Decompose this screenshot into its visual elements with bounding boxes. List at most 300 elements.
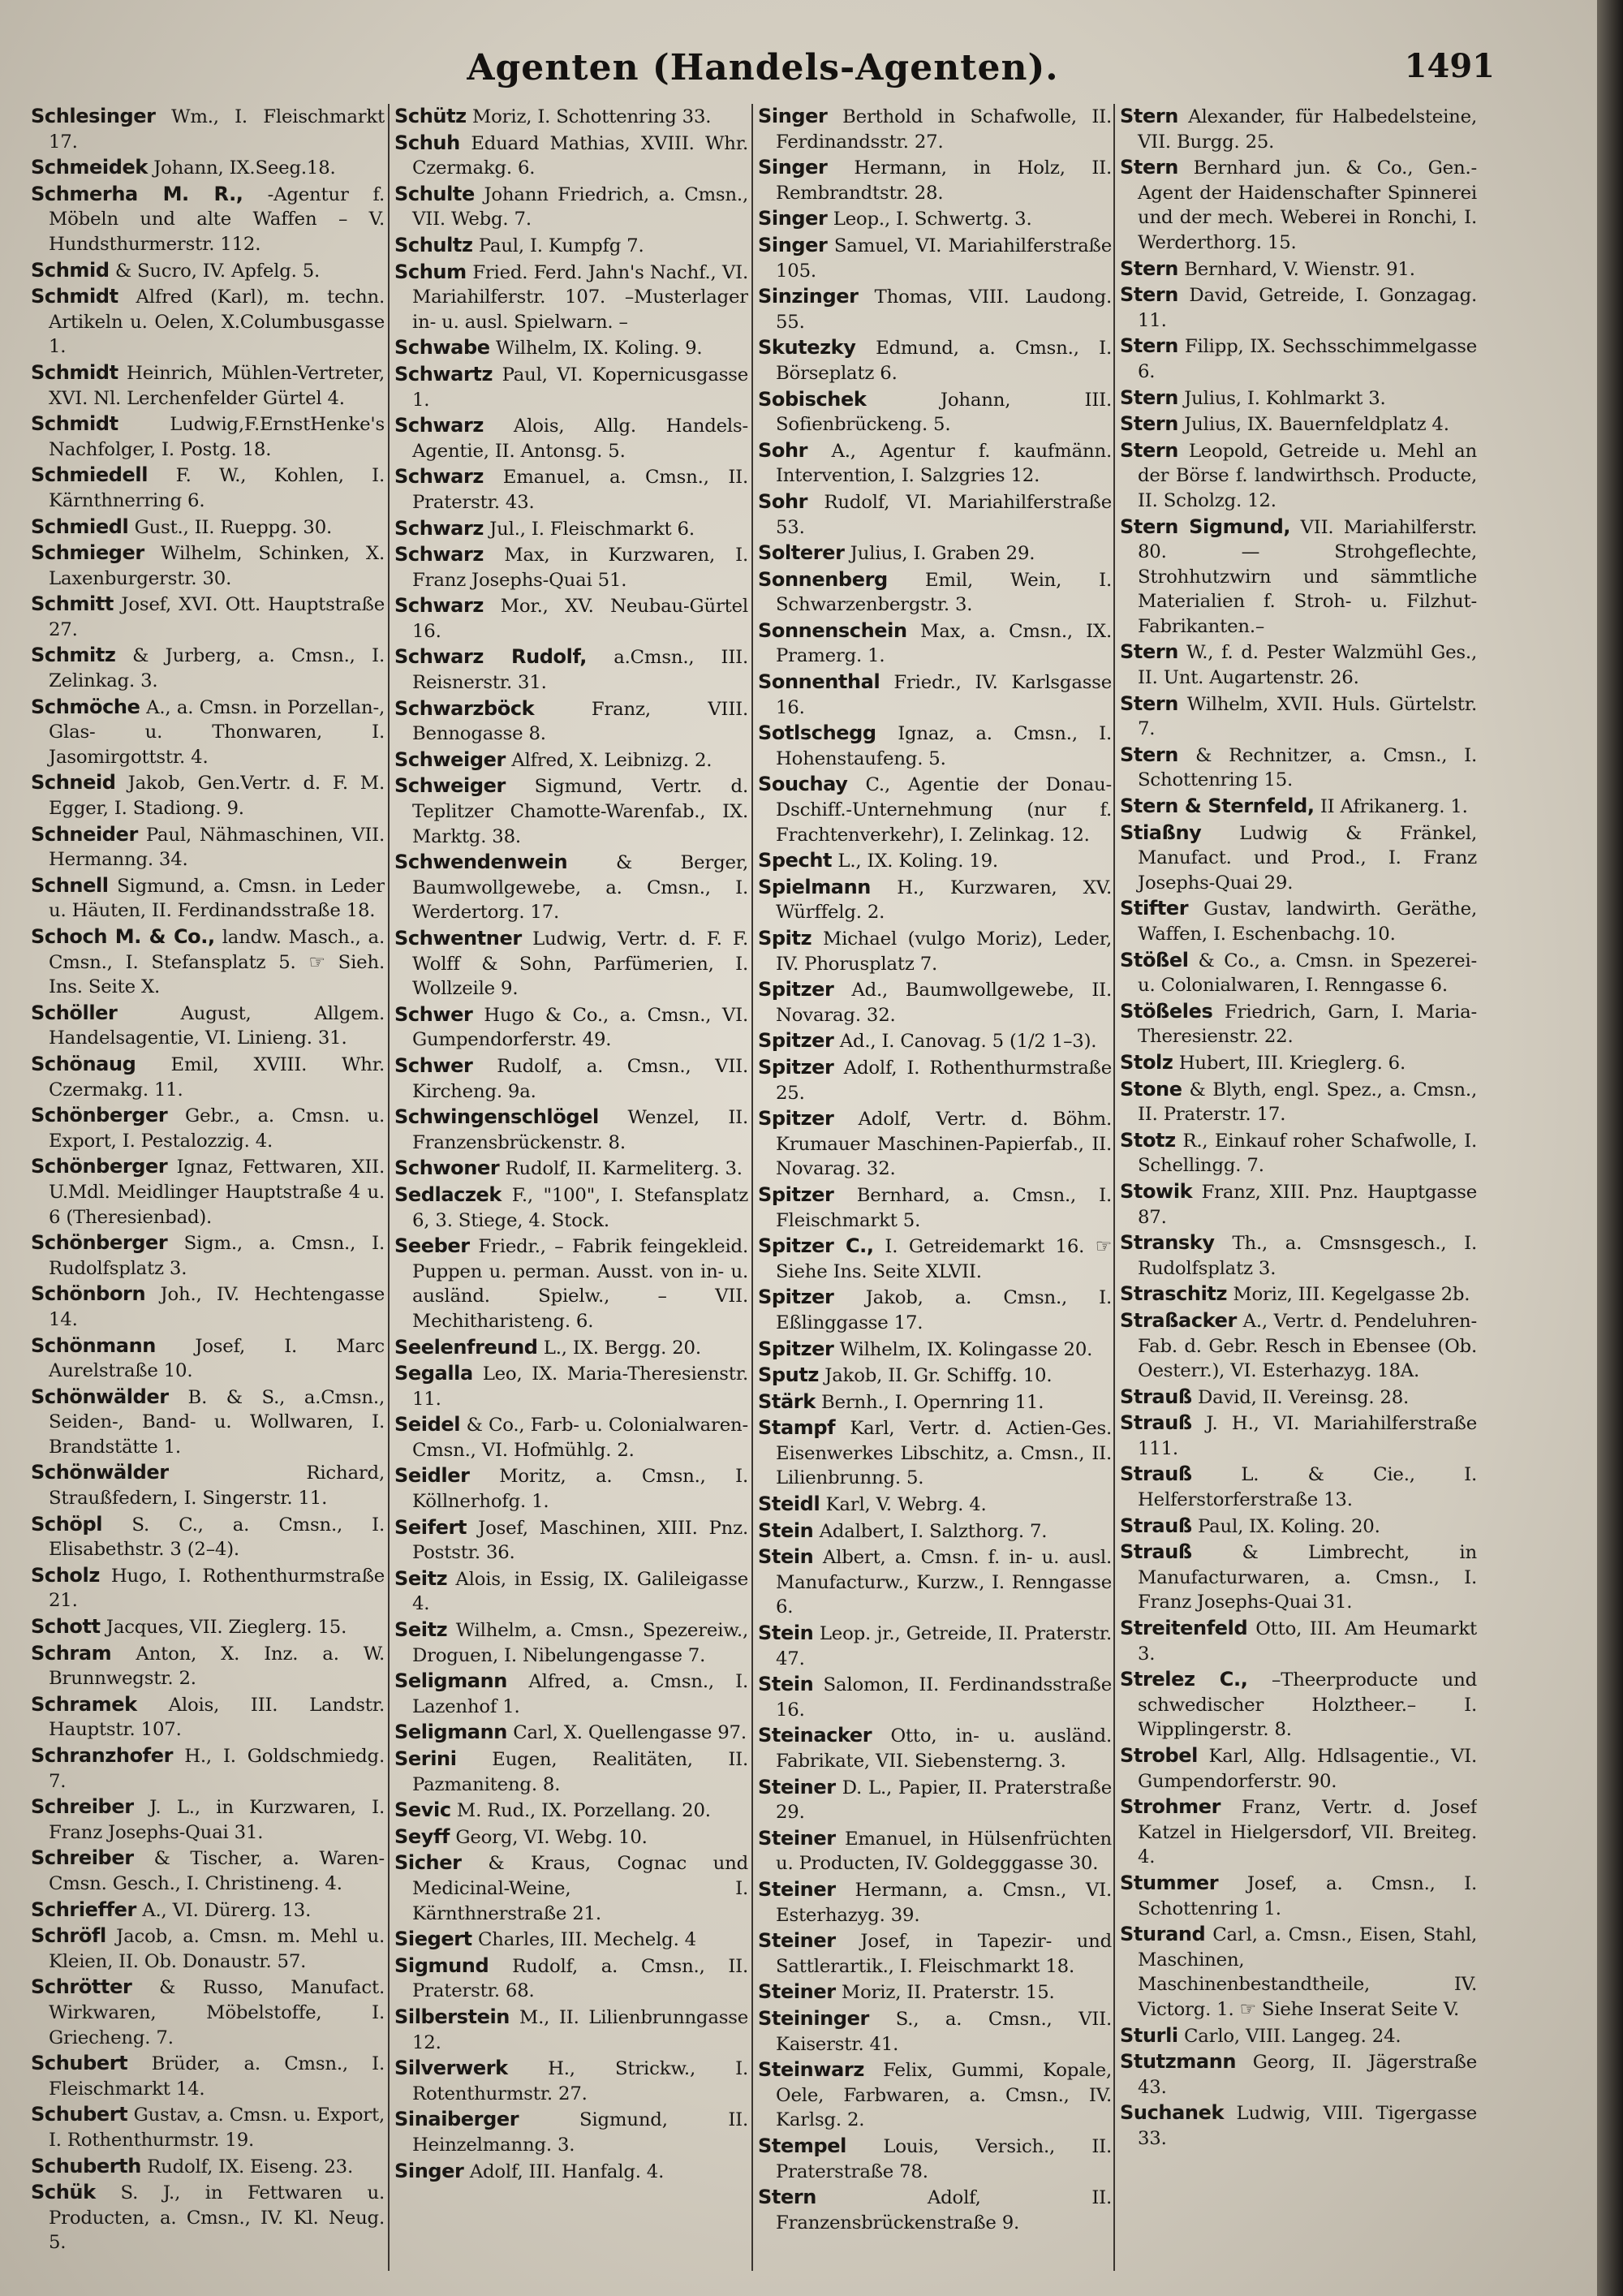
entry-name: Spitz <box>758 927 812 950</box>
entry-name: Spitzer <box>758 978 834 1002</box>
entry-details: Jakob, II. Gr. Schiffg. 10. <box>824 1365 1053 1387</box>
entry-name: Schweiger <box>394 774 506 798</box>
entry-details: Leop. jr., Getreide, II. Praterstr. 47. <box>776 1623 1112 1669</box>
directory-entry <box>394 1618 748 1668</box>
entry-name: Schönberger <box>31 1155 168 1178</box>
entry-name: Schultz <box>394 233 473 256</box>
entry-name: Schönwälder <box>31 1385 169 1408</box>
directory-entry <box>758 104 1112 154</box>
entry-name: Steiner <box>758 1929 836 1953</box>
entry-details: Charles, III. Mechelg. 4 <box>478 1929 696 1951</box>
entry-name: Stone <box>1120 1077 1182 1101</box>
directory-entry <box>31 1385 385 1460</box>
entry-name: Schnell <box>31 873 109 897</box>
entry-details: Thomas, VIII. Laudong. 55. <box>776 286 1112 333</box>
directory-entry <box>31 1614 385 1640</box>
entry-name: Steiner <box>758 1826 836 1850</box>
page-title: Agenten (Handels-Agenten). <box>467 47 1059 88</box>
directory-entry <box>758 926 1112 976</box>
directory-entry <box>31 1692 385 1742</box>
entry-name: Spitzer <box>758 1029 834 1053</box>
entry-name: Schönberger <box>31 1104 168 1127</box>
entry-name: Stern <box>1120 283 1178 307</box>
directory-entry <box>31 1103 385 1153</box>
entry-details: Josef, a. Cmsn., I. Schottenring 1. <box>1138 1872 1477 1919</box>
column-divider <box>1113 104 1115 2271</box>
entry-details: A., a. Cmsn. in Porzellan-, Glas- u. Thonwaren, I. Jasomirgottstr. 4. <box>49 696 385 768</box>
entry-details: Hermann, a. Cmsn., VI. Esterhazyg. 39. <box>776 1879 1112 1926</box>
entry-name: Stärk <box>758 1389 816 1413</box>
directory-entry <box>394 1798 748 1824</box>
directory-entry <box>31 1975 385 2050</box>
entry-details: Hubert, III. Krieglerg. 6. <box>1178 1052 1406 1074</box>
entry-details: -Agentur f. Möbeln und alte Waffen – V. Hundsthurmerstr. 112. <box>49 183 385 255</box>
directory-entry <box>394 335 748 361</box>
entry-name: Strauß <box>1120 1514 1192 1537</box>
entry-name: Schmidt <box>31 360 118 384</box>
directory-entry <box>758 1337 1112 1363</box>
entry-name: Schmieger <box>31 541 144 565</box>
entry-details: & Berger, Baumwollgewebe, a. Cmsn., I. Werdertorg. 17. <box>412 852 748 924</box>
entry-details: Paul, I. Kumpfg 7. <box>478 235 644 256</box>
entry-name: Singer <box>758 156 828 179</box>
entry-name: Strobel <box>1120 1744 1198 1767</box>
entry-name: Seidler <box>394 1464 470 1488</box>
entry-name: Schwendenwein <box>394 851 568 874</box>
directory-entry <box>758 438 1112 489</box>
directory-entry <box>394 1669 748 1719</box>
entry-details: Emanuel, a. Cmsn., II. Praterstr. 43. <box>412 467 748 513</box>
entry-details: M. Rud., IX. Porzellang. 20. <box>456 1800 711 1822</box>
directory-entry <box>758 1672 1112 1722</box>
entry-details: Carlo, VIII. Langeg. 24. <box>1183 2025 1401 2047</box>
directory-entry <box>758 1415 1112 1491</box>
entry-details: & Co., a. Cmsn. in Spezerei- u. Colonialwaren, I. Renngasse 6. <box>1138 950 1477 997</box>
entry-details: Alfred (Karl), m. techn. Artikeln u. Oelen, X.Columbusgasse 1. <box>49 286 385 358</box>
column-3 <box>758 104 1112 2279</box>
entry-details: Ad., Baumwollgewebe, II. Novarag. 32. <box>776 980 1112 1026</box>
entry-details: Otto, in- u. ausländ. Fabrikate, VII. Siebensterng. 3. <box>776 1725 1112 1772</box>
entry-name: Seelenfreund <box>394 1335 538 1359</box>
entry-name: Spitzer C., <box>758 1234 874 1258</box>
directory-entry <box>394 1105 748 1155</box>
directory-entry <box>758 1106 1112 1182</box>
entry-name: Steinwarz <box>758 2058 864 2082</box>
directory-entry <box>394 2159 748 2185</box>
directory-entry <box>758 875 1112 925</box>
entry-name: Spitzer <box>758 1182 834 1206</box>
entry-name: Schreiber <box>31 1795 134 1819</box>
entry-details: Wilhelm, Schinken, X. Laxenburgerstr. 30. <box>49 543 385 589</box>
entry-name: Schwartz <box>394 362 493 386</box>
entry-name: Schreiber <box>31 1846 134 1870</box>
entry-name: Seyff <box>394 1824 450 1848</box>
entry-details: Salomon, II. Ferdinandsstraße 16. <box>776 1674 1112 1721</box>
directory-entry <box>31 1563 385 1613</box>
entry-details: & Blyth, engl. Spez., a. Cmsn., II. Praterstr. 17. <box>1138 1079 1477 1126</box>
entry-name: Suchanek <box>1120 2101 1225 2125</box>
entry-details: Gustav, a. Cmsn. u. Export, I. Rothenthurmstr. 19. <box>49 2104 385 2151</box>
entry-name: Spielmann <box>758 875 871 898</box>
entry-name: Stowik <box>1120 1179 1193 1203</box>
entry-details: Josef, Maschinen, XIII. Pnz. Poststr. 36. <box>412 1517 748 1564</box>
entry-details: Louis, Versich., II. Praterstraße 78. <box>776 2135 1112 2182</box>
entry-details: Friedr., IV. Karlsgasse 16. <box>776 672 1112 718</box>
entry-name: Schubert <box>31 2103 128 2126</box>
entry-details: F., "100", I. Stefansplatz 6, 3. Stiege, 4. Stock. <box>412 1184 748 1231</box>
directory-entry <box>1120 743 1477 793</box>
directory-entry <box>758 848 1112 874</box>
entry-details: Leo, IX. Maria-Theresienstr. 11. <box>412 1363 748 1410</box>
entry-name: Stern <box>1120 386 1178 409</box>
entry-name: Sedlaczek <box>394 1182 502 1206</box>
entry-name: Seidel <box>394 1413 461 1437</box>
entry-details: Emanuel, in Hülsenfrüchten u. Producten, IV. Goldegggasse 30. <box>776 1828 1112 1875</box>
entry-details: Julius, I. Kohlmarkt 3. <box>1184 387 1386 409</box>
directory-entry <box>758 1234 1112 1284</box>
entry-details: Carl, X. Quellengasse 97. <box>513 1722 747 1744</box>
directory-entry <box>31 1001 385 1051</box>
entry-details: Hugo, I. Rothenthurmstraße 21. <box>49 1565 385 1612</box>
entry-name: Sinzinger <box>758 285 859 308</box>
entry-details: Alfred, X. Leibnizg. 2. <box>511 749 712 771</box>
entry-name: Strauß <box>1120 1411 1192 1435</box>
entry-name: Stern <box>1120 743 1178 766</box>
entry-name: Schuberth <box>31 2154 141 2178</box>
directory-entry <box>31 258 385 284</box>
entry-name: Schrieffer <box>31 1898 136 1921</box>
entry-details: H., Kurzwaren, XV. Würffelg. 2. <box>776 877 1112 924</box>
entry-name: Schweiger <box>394 747 506 771</box>
entry-name: Stolz <box>1120 1050 1173 1074</box>
entry-name: Straschitz <box>1120 1282 1228 1306</box>
entry-name: Schwabe <box>394 336 490 360</box>
entry-name: Schwarz <box>394 414 484 437</box>
entry-name: Stummer <box>1120 1871 1219 1894</box>
entry-details: Karl, Vertr. d. Actien-Ges. Eisenwerkes Libschitz, a. Cmsn., II. Lilienbrunng. 5. <box>776 1418 1112 1489</box>
entry-details: Josef, in Tapezir- und Sattlerartik., I. Fleischmarkt 18. <box>776 1931 1112 1977</box>
directory-entry <box>394 1335 748 1361</box>
entry-details: & Kraus, Cognac und Medicinal-Weine, I. Kärnthnerstraße 21. <box>412 1853 748 1924</box>
entry-details: Adolf, Vertr. d. Böhm. Krumauer Maschinen-Papierfab., II. Novarag. 32. <box>776 1109 1112 1180</box>
entry-details: Carl, a. Cmsn., Eisen, Stahl, Maschinen, Maschinenbestandtheile, IV. Victorg. 1. ☞ Siehe Inserat Seite V. <box>1138 1924 1477 2020</box>
entry-details: II Afrikanerg. 1. <box>1319 796 1468 818</box>
entry-details: L. & Cie., I. Helferstorferstraße 13. <box>1138 1464 1477 1511</box>
directory-entry <box>1120 999 1477 1049</box>
entry-name: Sonnenschein <box>758 618 907 642</box>
directory-entry <box>1120 438 1477 514</box>
directory-entry <box>758 2006 1112 2057</box>
entry-details: Emil, Wein, I. Schwarzenbergstr. 3. <box>776 569 1112 616</box>
directory-entry <box>31 592 385 642</box>
entry-name: Steiner <box>758 1877 836 1901</box>
entry-name: Schoch M. & Co., <box>31 925 215 948</box>
directory-entry <box>394 464 748 515</box>
entry-details: B. & S., a.Cmsn., Seiden-, Band- u. Wollwaren, I. Brandstätte 1. <box>49 1386 385 1458</box>
entry-details: Gebr., a. Cmsn. u. Export, I. Pestalozzig. 4. <box>49 1105 385 1152</box>
entry-name: Schrötter <box>31 1975 132 1999</box>
directory-entry <box>1120 1794 1477 1870</box>
entry-name: Schwarz <box>394 516 484 540</box>
directory-entry <box>31 1641 385 1691</box>
directory-entry <box>1120 1922 1477 2022</box>
entry-details: L., IX. Bergg. 20. <box>543 1337 701 1359</box>
entry-details: Fried. Ferd. Jahn's Nachf., VI. Mariahilferstr. 107. –Musterlager in- u. ausl. Spielwarn. – <box>412 261 748 333</box>
directory-entry <box>1120 411 1477 437</box>
entry-name: Sonnenberg <box>758 567 888 591</box>
directory-entry <box>1120 515 1477 640</box>
directory-entry <box>31 770 385 821</box>
entry-details: Jul., I. Fleischmarkt 6. <box>489 518 695 540</box>
directory-entry <box>758 1492 1112 1518</box>
entry-details: Heinrich, Mühlen-Vertreter, XVI. Nl. Lerchenfelder Gürtel 4. <box>49 362 385 409</box>
entry-name: Schuh <box>394 131 460 154</box>
entry-name: Seligmann <box>394 1669 507 1693</box>
column-1 <box>31 104 385 2279</box>
entry-name: Spitzer <box>758 1107 834 1131</box>
entry-details: J. L., in Kurzwaren, I. Franz Josephs-Quai 31. <box>49 1797 385 1843</box>
entry-details: & Russo, Manufact. Wirkwaren, Möbelstoffe, I. Griecheng. 7. <box>49 1977 385 2048</box>
entry-details: Moritz, a. Cmsn., I. Köllnerhofg. 1. <box>412 1466 748 1513</box>
entry-name: Stransky <box>1120 1231 1215 1255</box>
entry-details: R., Einkauf roher Schafwolle, I. Schellingg. 7. <box>1138 1130 1477 1177</box>
entry-name: Stifter <box>1120 897 1189 920</box>
directory-entry <box>1120 2023 1477 2049</box>
directory-entry <box>31 1898 385 1923</box>
directory-entry <box>394 1463 748 1514</box>
entry-name: Sturli <box>1120 2023 1178 2047</box>
entry-name: Streitenfeld <box>1120 1617 1248 1640</box>
entry-details: Rudolf, IX. Eiseng. 23. <box>147 2156 354 2178</box>
entry-name: Steiner <box>758 1980 836 2004</box>
entry-details: Berthold in Schafwolle, II. Ferdinandsstr. 27. <box>776 106 1112 153</box>
entry-details: Jacob, a. Cmsn. m. Mehl u. Kleien, II. Ob. Donaustr. 57. <box>49 1926 385 1972</box>
entry-name: Seitz <box>394 1618 448 1642</box>
entry-name: Schneider <box>31 822 138 846</box>
entry-details: Ludwig, VIII. Tigergasse 33. <box>1138 2103 1477 2149</box>
entry-name: Sinaiberger <box>394 2108 519 2131</box>
directory-entry <box>31 104 385 154</box>
entry-details: Sigm., a. Cmsn., I. Rudolfsplatz 3. <box>49 1233 385 1279</box>
directory-entry <box>31 1512 385 1562</box>
entry-name: Stein <box>758 1518 814 1542</box>
directory-entry <box>1120 1077 1477 1127</box>
directory-entry <box>758 1723 1112 1773</box>
directory-entry <box>758 1877 1112 1928</box>
entry-details: & Rechnitzer, a. Cmsn., I. Schottenring 15. <box>1138 744 1477 791</box>
entry-name: Schönberger <box>31 1231 168 1255</box>
entry-name: Schmöche <box>31 695 140 718</box>
entry-name: Specht <box>758 849 833 872</box>
entry-name: Steinacker <box>758 1724 872 1747</box>
directory-entry <box>1120 1282 1477 1307</box>
entry-name: Stößel <box>1120 948 1189 971</box>
entry-name: Segalla <box>394 1362 473 1385</box>
entry-name: Scholz <box>31 1563 100 1587</box>
directory-entry <box>758 541 1112 566</box>
directory-entry <box>31 1743 385 1794</box>
entry-details: Alexander, für Halbedelsteine, VII. Burgg. 25. <box>1138 106 1477 153</box>
entry-details: Bernhard, V. Wienstr. 91. <box>1184 258 1415 280</box>
entry-details: Karl, V. Webrg. 4. <box>825 1494 987 1516</box>
directory-entry <box>758 1826 1112 1876</box>
directory-entry <box>758 1928 1112 1979</box>
directory-entry <box>394 2107 748 2157</box>
directory-entry <box>394 747 748 773</box>
directory-entry <box>31 1230 385 1281</box>
entry-details: Rudolf, a. Cmsn., II. Praterstr. 68. <box>412 1955 748 2002</box>
directory-entry <box>394 1747 748 1797</box>
directory-entry <box>758 1544 1112 1620</box>
entry-name: Schwarz Rudolf, <box>394 645 587 669</box>
entry-name: Schwentner <box>394 927 522 950</box>
directory-entry <box>394 1720 748 1746</box>
entry-details: J. H., VI. Mariahilferstraße 111. <box>1138 1413 1477 1459</box>
entry-name: Singer <box>758 207 828 230</box>
directory-entry <box>758 1055 1112 1105</box>
directory-entry <box>758 387 1112 437</box>
directory-entry <box>31 463 385 513</box>
entry-name: Schramek <box>31 1692 137 1716</box>
entry-name: Stern <box>1120 691 1178 715</box>
entry-details: Julius, I. Graben 29. <box>850 543 1035 565</box>
directory-entry <box>758 1363 1112 1389</box>
entry-details: Emil, XVIII. Whr. Czermakg. 11. <box>49 1053 385 1101</box>
directory-entry <box>31 360 385 411</box>
entry-name: Schmitt <box>31 592 114 616</box>
entry-details: Gustav, landwirth. Geräthe, Waffen, I. Eschenbachg. 10. <box>1138 898 1477 945</box>
directory-entry <box>394 1954 748 2004</box>
entry-details: Adolf, II. Franzensbrückenstraße 9. <box>776 2187 1112 2234</box>
entry-details: Friedr., – Fabrik feingekleid. Puppen u. perman. Ausst. von in- u. ausländ. Spielw., – VII. Mechitharisteng. 6. <box>412 1236 748 1332</box>
page-number: 1491 <box>1404 47 1495 85</box>
directory-entry <box>1120 282 1477 333</box>
entry-details: Alois, Allg. Handels-Agentie, II. Antonsg. 5. <box>412 416 748 462</box>
directory-entry <box>31 1052 385 1102</box>
entry-name: Stempel <box>758 2134 846 2157</box>
directory-entry <box>31 284 385 360</box>
directory-entry <box>394 1824 748 1850</box>
entry-details: A., Agentur f. kaufmänn. Intervention, I. Salzgries 12. <box>776 440 1112 487</box>
directory-entry <box>758 155 1112 205</box>
entry-name: Sputz <box>758 1363 819 1387</box>
entry-name: Stotz <box>1120 1128 1176 1152</box>
entry-name: Straßacker <box>1120 1308 1237 1332</box>
entry-details: Leop., I. Schwertg. 3. <box>833 209 1032 230</box>
entry-details: Ignaz, a. Cmsn., I. Hohenstaufeng. 5. <box>776 723 1112 769</box>
entry-name: Schütz <box>394 105 467 127</box>
page-edge-shadow <box>1597 0 1623 2296</box>
entry-details: David, Getreide, I. Gonzagag. 11. <box>1138 285 1477 331</box>
directory-entry <box>394 1002 748 1053</box>
entry-name: Sonnenthal <box>758 670 880 694</box>
directory-entry <box>31 924 385 1000</box>
entry-name: Schram <box>31 1641 112 1665</box>
entry-details: Ignaz, Fettwaren, XII. U.Mdl. Meidlinger Hauptstraße 4 u. 6 (Theresienbad). <box>49 1157 385 1228</box>
directory-entry <box>394 260 748 335</box>
entry-name: Sohr <box>758 489 808 513</box>
directory-entry <box>758 772 1112 847</box>
directory-entry <box>394 850 748 925</box>
entry-name: Schubert <box>31 2052 128 2075</box>
directory-entry <box>758 284 1112 334</box>
directory-entry <box>758 721 1112 771</box>
entry-details: Johann, III. Sofienbrückeng. 5. <box>776 389 1112 436</box>
entry-name: Schwingenschlögel <box>394 1105 599 1129</box>
directory-entry <box>394 1515 748 1566</box>
directory-entry <box>31 541 385 591</box>
entry-name: Stern <box>1120 334 1178 358</box>
entry-details: Josef, I. Marc Aurelstraße 10. <box>49 1335 385 1382</box>
directory-entry <box>758 2134 1112 2184</box>
entry-name: Skutezky <box>758 336 856 360</box>
entry-details: Sigmund, Vertr. d. Teplitzer Chamotte-Warenfab., IX. Marktg. 38. <box>412 776 748 847</box>
entry-details: & Sucro, IV. Apfelg. 5. <box>114 260 321 282</box>
entry-details: Sigmund, a. Cmsn. in Leder u. Häuten, II. Ferdinandsstraße 18. <box>49 875 385 922</box>
column-2 <box>394 104 748 2279</box>
directory-entry <box>1120 794 1477 820</box>
entry-name: Schük <box>31 2181 96 2204</box>
entry-name: Sevic <box>394 1798 451 1822</box>
entry-name: Stiaßny <box>1120 821 1202 844</box>
directory-entry <box>758 1389 1112 1415</box>
entry-name: Schmiedell <box>31 463 149 487</box>
entry-name: Schott <box>31 1615 101 1639</box>
entry-details: Wilhelm, a. Cmsn., Spezereiw., Droguen, I. Nibelungengasse 7. <box>412 1620 748 1666</box>
directory-entry <box>1120 2049 1477 2100</box>
directory-entry <box>1120 640 1477 690</box>
entry-name: Stern <box>1120 256 1178 280</box>
entry-name: Schwarz <box>394 543 484 566</box>
entry-name: Serini <box>394 1747 457 1770</box>
entry-details: Jakob, a. Cmsn., I. Eßlinggasse 17. <box>776 1287 1112 1333</box>
entry-details: Franz, VIII. Bennogasse 8. <box>412 698 748 745</box>
entry-details: Richard, Straußfedern, I. Singerstr. 11. <box>49 1462 385 1510</box>
directory-entry <box>394 413 748 463</box>
directory-entry <box>1120 155 1477 255</box>
entry-details: Johann Friedrich, a. Cmsn., VII. Webg. 7. <box>412 183 748 230</box>
entry-name: Schwarzböck <box>394 696 535 720</box>
directory-entry <box>1120 1128 1477 1178</box>
directory-entry <box>1120 1179 1477 1230</box>
directory-entry <box>394 2056 748 2106</box>
directory-entry <box>758 2185 1112 2235</box>
directory-entry <box>1120 1230 1477 1281</box>
directory-entry <box>1120 896 1477 946</box>
entry-details: Gust., II. Rueppg. 30. <box>134 516 333 538</box>
entry-name: Schwer <box>394 1053 473 1077</box>
entry-details: Paul, Nähmaschinen, VII. Hermanng. 34. <box>49 824 385 871</box>
entry-details: Wilhelm, IX. Koling. 9. <box>495 338 703 360</box>
entry-name: Schönwälder <box>31 1461 169 1484</box>
entry-details: Franz, Vertr. d. Josef Katzel in Hielgersdorf, VII. Breiteg. 4. <box>1138 1797 1477 1868</box>
entry-name: Schwarz <box>394 594 484 618</box>
entry-details: David, II. Vereinsg. 28. <box>1198 1386 1410 1408</box>
entry-details: Th., a. Cmsnsgesch., I. Rudolfsplatz 3. <box>1138 1233 1477 1279</box>
directory-entry <box>31 643 385 693</box>
entry-name: Sohr <box>758 438 808 462</box>
entry-details: Alois, III. Landstr. Hauptstr. 107. <box>49 1694 385 1741</box>
entry-details: Adolf, I. Rothenthurmstraße 25. <box>776 1057 1112 1104</box>
entry-name: Singer <box>758 105 828 127</box>
entry-details: Bernh., I. Opernring 11. <box>821 1391 1044 1413</box>
entry-details: Wm., I. Fleischmarkt 17. <box>49 106 385 153</box>
entry-details: Moriz, II. Praterstr. 15. <box>841 1982 1055 2004</box>
directory-entry <box>31 1923 385 1974</box>
entry-name: Schum <box>394 260 467 283</box>
entry-details: Brüder, a. Cmsn., I. Fleischmarkt 14. <box>49 2053 385 2100</box>
entry-details: W., f. d. Pester Walzmühl Ges., II. Unt. Augartenstr. 26. <box>1138 642 1477 689</box>
